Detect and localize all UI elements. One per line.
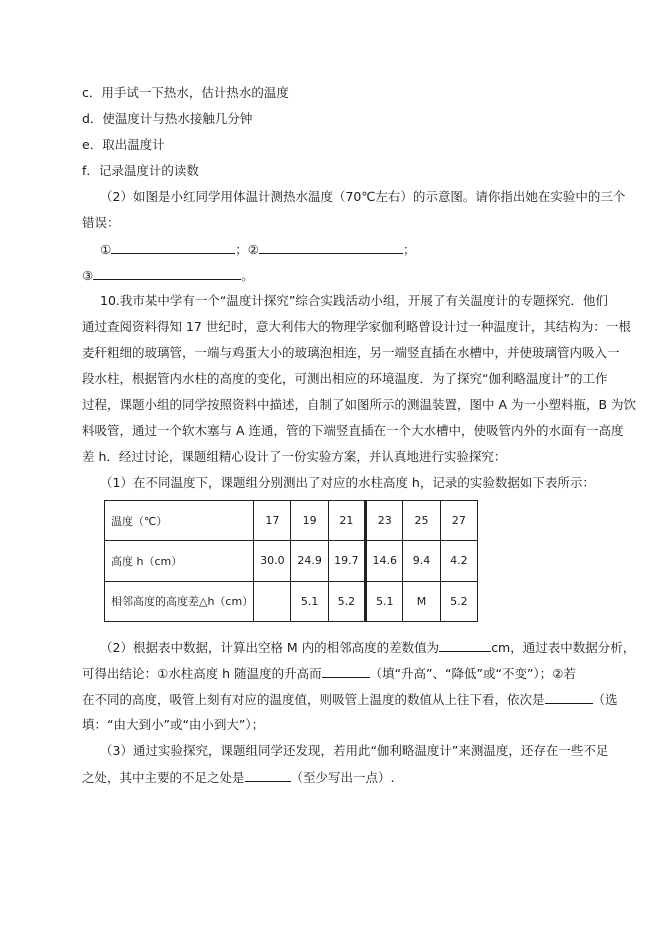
problem-10-part-1: （1）在不同温度下，课题组分别测出了对应的水柱高度 h，记录的实验数据如下表所示：	[100, 475, 595, 490]
answer-blank-order[interactable]	[545, 690, 593, 704]
table-row	[105, 541, 478, 581]
table-cell: 5.1	[366, 581, 403, 621]
table-cell: 25	[403, 501, 440, 541]
part-2-text-1b: cm，通过表中数据分析，	[491, 640, 636, 655]
table-cell: 30.0	[254, 541, 291, 581]
table-cell: 14.6	[366, 541, 403, 581]
table-cell: 19.7	[328, 541, 365, 581]
problem-10-line-2: 通过查阅资料得知 17 世纪时，意大利伟大的物理学家伽利略曾设计过一种温度计，其结构为：一根	[82, 319, 631, 334]
part-2-line-2	[82, 664, 576, 683]
table-cell: 4.2	[440, 541, 477, 581]
answer-blanks-row-2	[82, 266, 254, 285]
part-3-text-2b: （至少写出一点）.	[290, 770, 395, 785]
answer-blank-1[interactable]	[111, 240, 235, 254]
blank-end-1: ；	[402, 242, 416, 257]
part-2-line-1	[100, 638, 635, 657]
table-row	[105, 501, 478, 541]
question-2-line-2: 错误：	[82, 215, 120, 230]
answer-blank-m-value[interactable]	[439, 638, 491, 652]
question-2-line-1: （2）如图是小红同学用体温计测热水温度（70℃左右）的示意图。请你指出她在实验中的三个	[100, 189, 626, 204]
table-cell: M	[403, 581, 440, 621]
table-cell: 19	[291, 501, 328, 541]
problem-10-line-4: 段水柱，根据管内水柱的高度的变化，可测出相应的环境温度．为了探究“伽利略温度计”的工作	[82, 371, 608, 386]
table-row-header: 温度（℃）	[105, 501, 254, 541]
table-cell: 27	[440, 501, 477, 541]
blank-label-3: ③	[82, 268, 94, 283]
answer-blank-shortcoming[interactable]	[245, 768, 291, 782]
part-2-line-4: 填：“由大到小”或“由小到大”）；	[82, 717, 265, 732]
part-2-text-3a: 在不同的高度，吸管上刻有对应的温度值，则吸管上温度的数值从上往下看，依次是	[82, 692, 545, 707]
step-f: f．记录温度计的读数	[82, 163, 199, 178]
part-2-text-2b: （填“升高”、“降低”或“不变”）；②若	[369, 666, 576, 681]
part-3-line-1: （3）通过实验探究，课题组同学还发现，若用此“伽利略温度计”来测温度，还存在一些不足	[100, 743, 609, 758]
table-cell: 24.9	[291, 541, 328, 581]
answer-blank-3[interactable]	[93, 266, 241, 280]
problem-10-line-5: 过程，课题小组的同学按照资料中描述，自制了如图所示的测温装置，图中 A 为一小塑料瓶，B 为饮	[82, 397, 637, 412]
blank-label-2: ；②	[235, 242, 259, 257]
table-cell: 21	[328, 501, 365, 541]
step-d: d．使温度计与热水接触几分钟	[82, 111, 253, 126]
data-table	[104, 500, 478, 622]
step-e: e．取出温度计	[82, 137, 165, 152]
problem-10-line-7: 差 h．经过讨论，课题组精心设计了一份实验方案，并认真地进行实验探究：	[82, 449, 507, 464]
answer-blanks-row-1	[100, 240, 415, 259]
part-3-text-2a: 之处，其中主要的不足之处是	[82, 770, 245, 785]
part-2-text-3b: （选	[592, 692, 618, 707]
table-cell: 5.1	[291, 581, 328, 621]
table-cell	[254, 581, 291, 621]
blank-end-2: 。	[241, 268, 254, 283]
part-2-line-3	[82, 690, 618, 709]
table-cell: 5.2	[328, 581, 365, 621]
part-2-text-2a: 可得出结论：①水柱高度 h 随温度的升高而	[82, 666, 322, 681]
table-cell: 17	[254, 501, 291, 541]
table-cell: 23	[366, 501, 403, 541]
table-cell: 5.2	[440, 581, 477, 621]
table-row	[105, 581, 478, 621]
answer-blank-2[interactable]	[259, 240, 403, 254]
table-cell: 9.4	[403, 541, 440, 581]
problem-10-line-1: 10.我市某中学有一个“温度计探究”综合实践活动小组，开展了有关温度计的专题探究．他们	[100, 293, 608, 308]
part-3-line-2	[82, 768, 395, 787]
part-2-text-1a: （2）根据表中数据，计算出空格 M 内的相邻高度的差数值为	[100, 640, 440, 655]
problem-10-line-3: 麦秆粗细的玻璃管，一端与鸡蛋大小的玻璃泡相连，另一端竖直插在水槽中，并使玻璃管内吸入一	[82, 345, 620, 360]
problem-10-line-6: 料吸管，通过一个软木塞与 A 连通，管的下端竖直插在一个大水槽中，使吸管内外的水面有一高度	[82, 423, 624, 438]
answer-blank-trend[interactable]	[322, 664, 370, 678]
blank-label-1: ①	[100, 242, 112, 257]
step-c: c．用手试一下热水，估计热水的温度	[82, 85, 289, 100]
table-row-header: 高度 h（cm）	[105, 541, 254, 581]
table-row-header: 相邻高度的高度差△h（cm）	[105, 581, 254, 621]
